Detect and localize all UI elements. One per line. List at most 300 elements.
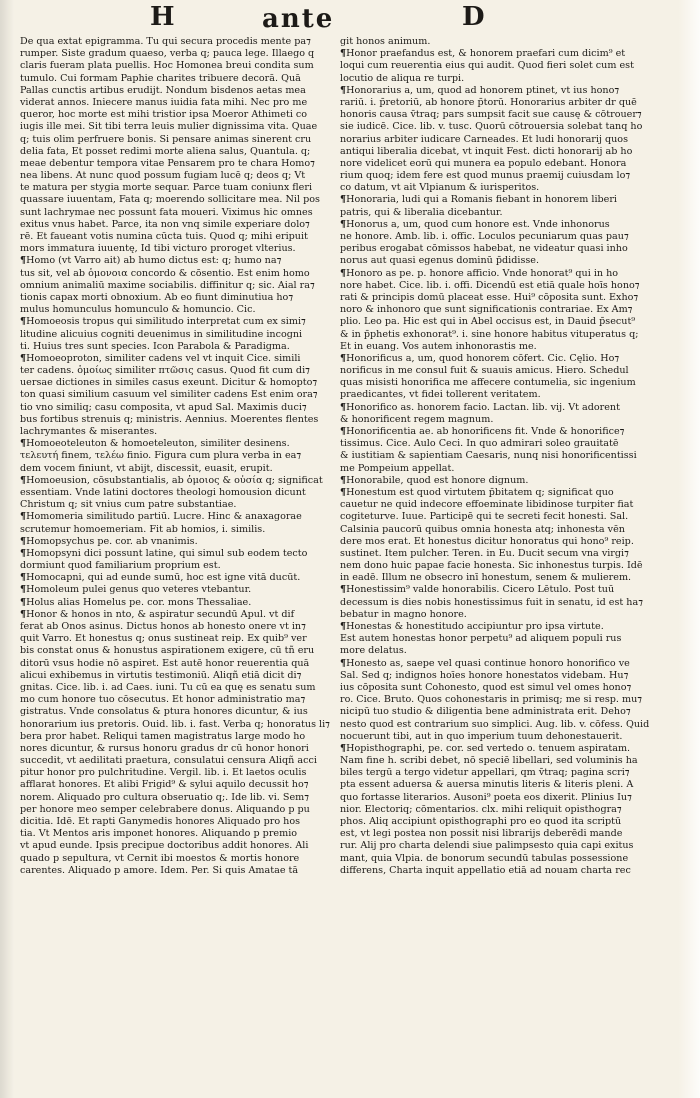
text-line-content: alicui exhibemus in virtutis testimoniū. Aliqñ etiā dicit di⁊ xyxy=(20,669,302,681)
text-line-content: norem. Aliquado pro cultura obseruatio q;. Ide lib. vi. Sem⁊ xyxy=(20,791,310,803)
text-line xyxy=(20,219,334,231)
text-line-content: bus fortibus strenuis q; ministris. Aennius. Moerentes flentes xyxy=(20,413,319,425)
text-line-content: antiqui liberalia dicebat, vt inquit Fest. dicti honorarij ab ho xyxy=(340,145,633,157)
text-line xyxy=(340,511,674,523)
text-line-content: me Pompeium appellat. xyxy=(340,462,455,474)
text-line xyxy=(20,377,334,389)
text-line xyxy=(20,524,334,536)
text-line xyxy=(20,231,334,243)
text-line-content: Christum q; sit vnius cum patre substantiae. xyxy=(20,499,237,511)
text-line xyxy=(20,329,334,341)
text-line xyxy=(20,85,334,97)
text-line xyxy=(20,475,334,487)
text-line xyxy=(340,97,674,109)
text-line xyxy=(20,719,334,731)
text-line xyxy=(20,853,334,865)
text-line-content: lachrymantes & miserantes. xyxy=(20,426,158,437)
text-line-content: norarius arbiter iudicare Carneades. Et ludi honorarij quos xyxy=(340,133,629,145)
text-line-content: bebatur in magno honore. xyxy=(340,608,467,620)
text-line-content: Honorificentia ae. ab honorificens fit. Vnde & honorifice⁊ xyxy=(346,426,625,437)
pilcrow-icon: ¶ xyxy=(340,474,347,486)
text-line xyxy=(20,584,334,596)
text-line-content: Homomeria similitudo partiū. Lucre. Hinc & anaxagorae xyxy=(26,511,302,523)
text-line xyxy=(20,670,334,682)
text-line xyxy=(340,560,674,572)
text-line-content: tionis capax morti obnoxium. Ab eo fiunt diminutiua ho⁊ xyxy=(20,291,294,303)
text-line xyxy=(340,48,674,60)
pilcrow-icon: ¶ xyxy=(20,596,27,608)
running-header xyxy=(0,0,700,36)
text-line-content: tia. Vt Mentos aris imponet honores. Aliquando p premio xyxy=(20,828,298,840)
text-line-content: Honorarius a, um, quod ad honorem ptinet, vt ius hono⁊ xyxy=(346,84,620,96)
text-line-content: Homopsychus pe. cor. ab vnanimis. xyxy=(26,535,198,547)
text-line-content: noro & inhonoro que sunt significationis contrariae. Ex Am⁊ xyxy=(340,304,633,316)
text-line-content: nore habet. Cice. lib. i. offi. Dicendū est etiā quale hoīs hono⁊ xyxy=(340,279,640,291)
text-line-content: nores dicuntur, & rursus honoru gradus dr cū honor honori xyxy=(20,742,309,754)
text-line xyxy=(20,560,334,572)
text-line xyxy=(340,134,674,146)
text-line-content: quit Varro. Et honestus q; onus sustineat reip. Ex quib⁹ ver xyxy=(20,633,307,645)
text-line-content: Honorificus a, um, quod honorem cōfert. Cic. Cęlio. Ho⁊ xyxy=(346,352,620,364)
text-line-content: bis constat onus & honustus aspirationem exigere, cū tñ eru xyxy=(20,645,315,657)
text-line-content: mors immatura iuuentę, Id tibi victuro proroget vlterius. xyxy=(20,243,296,255)
text-line-content: De qua extat epigramma. Tu qui secura procedis mente pa⁊ xyxy=(20,36,311,47)
text-line-content: Est autem honestas honor perpetu⁹ ad aliquem populi rus xyxy=(340,633,622,645)
text-line-content: tio vno similiq; casu composita, vt apud Sal. Maximis duci⁊ xyxy=(20,401,307,413)
text-line xyxy=(20,816,334,828)
text-line-content: iugis ille mei. Sit tibi terra leuis mulier dignissima vita. Quae xyxy=(20,121,318,133)
text-line xyxy=(340,146,674,158)
text-line-content: viderat annos. Iniecere manus iuidia fata mihi. Nec pro me xyxy=(20,96,308,108)
text-line-content: nesto quod est contrarium suo simplici. Aug. lib. v. cōfess. Quid xyxy=(340,718,650,730)
text-line xyxy=(340,499,674,511)
text-line xyxy=(340,706,674,718)
text-line-content: Honestissim⁹ valde honorabilis. Cicero Lētulo. Post tuū xyxy=(346,584,615,596)
text-line-content: Honorifico as. honorem facio. Lactan. lib. vij. Vt adorent xyxy=(346,401,620,413)
text-line xyxy=(340,121,674,133)
text-line-content: q; tuis olim perfruere bonis. Si pensare animas sinerent cru xyxy=(20,133,312,145)
text-line xyxy=(20,609,334,621)
text-line xyxy=(20,450,334,462)
text-line xyxy=(340,475,674,487)
text-line-content: norificus in me consul fuit & suauis amicus. Hiero. Schedul xyxy=(340,365,629,377)
page-edge xyxy=(678,0,700,1098)
text-line-content: dicitia. Idē. Et rapti Ganymedis honores Aliquado pro hos xyxy=(20,816,301,827)
text-line xyxy=(20,865,334,877)
text-line xyxy=(20,840,334,852)
text-line-content: gistratus. Vnde consolatus & ptura honores dicuntur, & ius xyxy=(20,706,308,718)
text-line xyxy=(340,792,674,804)
text-line xyxy=(340,389,674,401)
text-line-content: phos. Aliq accipiunt opisthographi pro eo quod ita scriptū xyxy=(340,816,622,827)
text-line-content: delia fata, Et posset redimi morte aliena salus, Quantula. q; xyxy=(20,145,311,157)
text-line xyxy=(20,243,334,255)
text-line xyxy=(20,280,334,292)
text-line-content: succedit, vt aedilitati praetura, consulatui censura Aliqñ acci xyxy=(20,755,317,767)
text-line xyxy=(20,402,334,414)
text-line-content: & honorificent regem magnum. xyxy=(340,413,494,425)
text-line xyxy=(340,341,674,353)
text-line xyxy=(340,487,674,499)
text-line xyxy=(20,134,334,146)
text-line xyxy=(20,341,334,353)
pilcrow-icon: ¶ xyxy=(340,584,347,596)
text-line xyxy=(20,804,334,816)
text-line-content: Holus alias Homelus pe. cor. mons Thessaliae. xyxy=(26,596,252,608)
text-line-content: Honesto as, saepe vel quasi continue honoro honorifico ve xyxy=(346,657,630,669)
text-line xyxy=(340,865,674,877)
text-line xyxy=(20,389,334,401)
text-line-content: ti. Huius tres sunt species. Icon Parabola & Paradigma. xyxy=(20,340,290,352)
text-line xyxy=(340,658,674,670)
text-line xyxy=(340,621,674,633)
text-line xyxy=(340,731,674,743)
text-line xyxy=(20,536,334,548)
text-line-content: nea libens. At nunc quod possum fugiam lucē q; deos q; Vt xyxy=(20,170,306,182)
text-line-content: τελευτή finem, τελέω finio. Figura cum plura verba in ea⁊ xyxy=(20,450,302,462)
text-line-content: honoris causa v̄traq; pars sumpsit facit sue causę & cōtrouer⁊ xyxy=(340,109,642,121)
text-line xyxy=(20,633,334,645)
text-line xyxy=(340,645,674,657)
pilcrow-icon: ¶ xyxy=(340,742,347,754)
text-line-content: mulus homunculus homunculo & homuncio. Cic. xyxy=(20,304,256,316)
text-line-content: peribus erogabat cōmissos habebat, ne videatur quasi inho xyxy=(340,243,628,255)
text-line xyxy=(340,365,674,377)
pilcrow-icon: ¶ xyxy=(340,426,347,437)
text-line xyxy=(340,767,674,779)
text-line xyxy=(20,645,334,657)
pilcrow-icon: ¶ xyxy=(340,194,347,206)
text-line-content: mo cum honore tuo cōsecutus. Et honor administratio ma⁊ xyxy=(20,694,306,706)
text-line-content: honorarium ius pretoris. Ouid. lib. i. fast. Verba q; honoratus li⁊ xyxy=(20,718,330,730)
text-line xyxy=(340,816,674,828)
text-line xyxy=(20,353,334,365)
text-line xyxy=(20,621,334,633)
text-line xyxy=(20,158,334,170)
text-line-content: pta essent aduersa & auersa minutis literis & literis pleni. A xyxy=(340,779,634,791)
text-line xyxy=(340,182,674,194)
header-left-letter: H xyxy=(150,2,175,32)
text-line-content: essentiam. Vnde latini doctores theologi homousion dicunt xyxy=(20,486,306,498)
text-line xyxy=(340,450,674,462)
text-line xyxy=(20,572,334,584)
pilcrow-icon: ¶ xyxy=(340,48,347,60)
text-line xyxy=(20,792,334,804)
text-line xyxy=(340,109,674,121)
text-line xyxy=(340,719,674,731)
text-line xyxy=(20,767,334,779)
text-line xyxy=(20,121,334,133)
text-line xyxy=(20,207,334,219)
pilcrow-icon: ¶ xyxy=(340,84,347,96)
text-line xyxy=(20,414,334,426)
text-line xyxy=(20,73,334,85)
text-line-content: rē. Et faueant votis numina cūcta tuis. Quod q; mihi eripuit xyxy=(20,231,308,242)
text-line xyxy=(340,463,674,475)
text-line-content: sie iudicē. Cice. lib. v. tusc. Quorū cōtrouersia solebat tanq ho xyxy=(340,121,643,133)
text-line xyxy=(20,706,334,718)
text-line xyxy=(20,48,334,60)
text-line-content: Honor & honos in nto, & aspiratur secundū Apul. vt dif xyxy=(26,608,295,620)
text-line-content: Nam fine h. scribi debet, nō speciē libellari, sed voluminis ha xyxy=(340,755,638,767)
text-line-content: differens, Charta inquit appellatio etiā ad nouam charta rec xyxy=(340,864,631,876)
text-line-content: Homoeosis tropus qui similitudo interpretat cum ex simi⁊ xyxy=(26,316,306,328)
text-line-content: biles tergū a tergo videtur appellari, qm v̄traq; pagina scri⁊ xyxy=(340,767,630,779)
text-line-content: tissimus. Cice. Aulo Ceci. In quo admirari soleo grauitatē xyxy=(340,438,619,450)
text-line-content: dormiunt quod familiarium proprium est. xyxy=(20,560,221,572)
text-line-content: mant, quia Vlpia. de bonorum secundū tabulas possessione xyxy=(340,852,629,864)
text-line xyxy=(340,158,674,170)
text-line-content: norus aut quasi egenus dominū p̄didisse. xyxy=(340,255,540,267)
text-line-content: sunt lachrymae nec possunt fata moueri. Viximus hic omnes xyxy=(20,206,313,218)
text-line-content: nocuerunt tibi, aut in quo imperium tuum dehonestauerit. xyxy=(340,730,623,742)
text-line xyxy=(340,73,674,85)
text-line-content: & in p̄phetis exhonorat⁹. i. sine honore habitus vituperatus q; xyxy=(340,328,639,340)
text-line-content: ditorū vsus hodie nō aspiret. Est autē honor reuerentia quā xyxy=(20,657,310,669)
text-line-content: praedicantes, vt fidei tollerent veritatem. xyxy=(340,389,541,401)
pilcrow-icon: ¶ xyxy=(340,621,347,632)
text-line-content: quado p sepultura, vt Cernit ibi moestos & mortis honore xyxy=(20,852,300,864)
text-line xyxy=(340,255,674,267)
text-line xyxy=(20,365,334,377)
text-line xyxy=(340,804,674,816)
pilcrow-icon: ¶ xyxy=(20,316,27,328)
text-line xyxy=(340,670,674,682)
text-line xyxy=(20,828,334,840)
text-line-content: Honoro as pe. p. honore afficio. Vnde honorat⁹ qui in ho xyxy=(346,267,619,279)
text-line-content: est, vt legi postea non possit nisi librarijs deberēdi mande xyxy=(340,828,623,840)
text-line-content: more delatus. xyxy=(340,645,407,657)
text-line-content: cogiteturve. Iuue. Participē qui te secreti fecit honesti. Sal. xyxy=(340,511,629,523)
text-line-content: vt apud eunde. Ipsis precipue doctoribus addit honores. Ali xyxy=(20,840,309,852)
text-line xyxy=(340,609,674,621)
text-line-content: sustinet. Item pulcher. Teren. in Eu. Ducit secum vna virgi⁊ xyxy=(340,547,629,559)
pilcrow-icon: ¶ xyxy=(340,486,347,498)
text-line xyxy=(340,682,674,694)
text-line-content: omnium animaliū maxime sociabilis. diffinitur q; sic. Aial ra⁊ xyxy=(20,279,315,291)
text-line xyxy=(20,255,334,267)
text-line-content: ro. Cice. Bruto. Quos cohonestaris in primisq; me si resp. mu⁊ xyxy=(340,694,643,706)
text-line-content: cauetur ne quid indecore effoeminate libidinose turpiter fiat xyxy=(340,499,634,511)
text-line-content: Honorabile, quod est honore dignum. xyxy=(346,474,529,486)
text-line-content: ne honore. Amb. lib. i. offic. Loculos pecuniarum quas pau⁊ xyxy=(340,231,629,242)
text-line xyxy=(340,414,674,426)
text-line-content: loqui cum reuerentia eius qui audit. Quod fieri solet cum est xyxy=(340,60,634,72)
text-line xyxy=(20,426,334,438)
text-line-content: quas misisti honorifica me affecere contumelia, sic ingenium xyxy=(340,377,636,389)
text-line-content: Et in euang. Vos autem inhonorastis me. xyxy=(340,340,537,352)
text-line-content: rati & principis domū placeat esse. Hui⁹ cōposita sunt. Exho⁊ xyxy=(340,291,639,303)
text-line-content: Homoeusion, cōsubstantialis, ab ὁμοιος & οὐσία q; significat xyxy=(26,474,323,486)
pilcrow-icon: ¶ xyxy=(340,352,347,364)
text-line-content: git honos animum. xyxy=(340,36,431,47)
text-line xyxy=(20,499,334,511)
text-line-content: afflarat honores. Et alibi Frigid⁹ & sylui aquilo decussit ho⁊ xyxy=(20,779,309,791)
text-line-content: rariū. i. p̄retoriū, ab honore p̄torū. Honorarius arbiter dr quē xyxy=(340,96,637,108)
text-line xyxy=(20,146,334,158)
text-line xyxy=(340,377,674,389)
text-line xyxy=(20,731,334,743)
text-line xyxy=(20,60,334,72)
text-line xyxy=(20,438,334,450)
text-line xyxy=(340,402,674,414)
text-line xyxy=(20,109,334,121)
text-line-content: plio. Leo pa. Hic est qui in Abel occisus est, in Dauid p̄secut⁹ xyxy=(340,316,636,328)
text-line xyxy=(20,548,334,560)
pilcrow-icon: ¶ xyxy=(20,255,27,267)
text-line xyxy=(340,316,674,328)
text-line-content: scrutemur homoemeriam. Fit ab homios, i. similis. xyxy=(20,523,266,535)
text-line xyxy=(340,231,674,243)
pilcrow-icon: ¶ xyxy=(20,584,27,596)
pilcrow-icon: ¶ xyxy=(20,547,27,559)
text-line-content: Pallas cunctis artibus erudijt. Nondum bisdenos aetas mea xyxy=(20,84,306,96)
text-line-content: nore videlicet eorū qui munera ea populo edebant. Honora xyxy=(340,157,627,169)
pilcrow-icon: ¶ xyxy=(340,267,347,279)
pilcrow-icon: ¶ xyxy=(340,218,347,230)
text-line xyxy=(20,268,334,280)
text-line-content: Sal. Sed q; indignos hoīes honore honestatos videbam. Hu⁊ xyxy=(340,669,629,681)
text-line xyxy=(340,194,674,206)
text-line xyxy=(340,779,674,791)
pilcrow-icon: ¶ xyxy=(340,657,347,669)
text-line-content: litudine alicuius cogniti deuenimus in similitudine incogni xyxy=(20,328,303,340)
text-line-content: Homocapni, qui ad eunde sumū, hoc est igne vitā ducūt. xyxy=(26,572,301,584)
text-line xyxy=(340,597,674,609)
text-line xyxy=(340,36,674,48)
text-line-content: Honorus a, um, quod cum honore est. Vnde inhonorus xyxy=(346,218,610,230)
text-line xyxy=(340,207,674,219)
text-line-content: rumper. Siste gradum quaeso, verba q; pauca lege. Illaego q xyxy=(20,48,315,60)
text-line-content: ius cōposita sunt Cohonesto, quod est simul vel omes hono⁊ xyxy=(340,681,632,693)
text-line-content: dem vocem finiunt, vt abijt, discessit, euasit, erupit. xyxy=(20,462,273,474)
text-line xyxy=(20,170,334,182)
text-line xyxy=(20,743,334,755)
text-line-content: decessum is dies nobis honestissimus fuit in senatu, id est ha⁊ xyxy=(340,596,643,608)
text-line xyxy=(20,658,334,670)
text-line xyxy=(20,316,334,328)
text-line-content: tus sit, vel ab ὁμονοια concordo & cōsentio. Est enim homo xyxy=(20,267,310,279)
text-line xyxy=(340,353,674,365)
text-line-content: te matura per stygia morte sequar. Parce tuam coniunx fleri xyxy=(20,182,313,194)
pilcrow-icon: ¶ xyxy=(20,511,27,523)
text-line xyxy=(340,426,674,438)
text-line xyxy=(20,511,334,523)
pilcrow-icon: ¶ xyxy=(20,572,27,584)
text-line-content: nem dono huic papae facie honesta. Sic inhonestus turpis. Idē xyxy=(340,560,643,572)
text-line xyxy=(20,779,334,791)
text-line-content: Homoeoproton, similiter cadens vel vt inquit Cice. simili xyxy=(26,352,301,364)
text-line-content: Homoleum pulei genus quo veteres vtebantur. xyxy=(26,584,252,596)
text-line xyxy=(340,219,674,231)
text-line-content: Honestas & honestitudo accipiuntur pro ipsa virtute. xyxy=(346,621,604,632)
text-line-content: Hopisthographi, pe. cor. sed vertedo o. tenuem aspiratam. xyxy=(346,742,631,754)
text-line xyxy=(20,487,334,499)
text-line-content: Homoeoteleuton & homoeteleuton, similiter desinens. xyxy=(26,438,290,450)
text-line xyxy=(340,438,674,450)
text-line xyxy=(340,292,674,304)
pilcrow-icon: ¶ xyxy=(20,438,27,450)
text-line xyxy=(20,36,334,48)
text-line xyxy=(340,268,674,280)
text-line-content: Homo (vt Varro ait) ab humo dictus est: q; humo na⁊ xyxy=(26,255,282,267)
text-line-content: quassare iuuentam, Fata q; moerendo sollicitare mea. Nil pos xyxy=(20,194,320,206)
text-line-content: patris, qui & liberalia dicebantur. xyxy=(340,206,503,218)
text-line xyxy=(340,572,674,584)
header-right-letter: D xyxy=(462,2,485,32)
pilcrow-icon: ¶ xyxy=(20,474,27,486)
text-line xyxy=(340,243,674,255)
text-line-content: Homopsyni dici possunt latine, qui simul sub eodem tecto xyxy=(26,547,308,559)
right-text-column xyxy=(340,36,674,877)
text-line-content: co datum, vt ait Vlpianum & iurisperitos. xyxy=(340,182,540,194)
text-line xyxy=(20,463,334,475)
text-line-content: uersae dictiones in similes casus exeunt. Dicitur & homopto⁊ xyxy=(20,377,318,389)
text-line-content: per honore meo semper celebrabere donus. Aliquando p pu xyxy=(20,803,310,815)
text-line xyxy=(340,548,674,560)
text-line-content: ter cadens. ὁμοίως similiter πτῶσις casus. Quod fit cum di⁊ xyxy=(20,365,310,377)
text-line-content: rur. Alij pro charta delendi siue palimpsesto quia capi exitus xyxy=(340,840,634,852)
text-line xyxy=(20,304,334,316)
text-line xyxy=(20,597,334,609)
text-line xyxy=(340,584,674,596)
text-line-content: claris fueram plata puellis. Hoc Homonea breui condita sum xyxy=(20,60,314,72)
text-line-content: queror, hoc morte est mihi tristior ipsa Moeror Athimeti co xyxy=(20,109,308,121)
text-line-content: rium quoq; idem fere est quod munus praemij cuiusdam lo⁊ xyxy=(340,170,631,182)
text-line-content: & iustitiam & sapientiam Caesaris, nunq nisi honorificentissi xyxy=(340,450,637,462)
text-line xyxy=(20,97,334,109)
text-line xyxy=(340,694,674,706)
text-line-content: nicipū tuo studio & diligentia bene administrata erit. Deho⁊ xyxy=(340,706,631,718)
text-line-content: locutio de aliqua re turpi. xyxy=(340,72,465,84)
text-line xyxy=(340,755,674,767)
text-line-content: carentes. Aliquado p amore. Idem. Per. Si quis Amatae tā xyxy=(20,864,299,876)
pilcrow-icon: ¶ xyxy=(20,608,27,620)
header-word: ante xyxy=(262,4,335,34)
text-line xyxy=(340,633,674,645)
text-line-content: ferat ab Onos asinus. Dictus honos ab honesto onere vt in⁊ xyxy=(20,621,306,632)
text-line-content: quo fortasse literarios. Ausoni⁹ poeta eos dixerit. Plinius Iu⁊ xyxy=(340,791,632,803)
text-line xyxy=(340,329,674,341)
text-line xyxy=(20,182,334,194)
text-line-content: gnitas. Cice. lib. i. ad Caes. iuni. Tu cū ea quę es senatu sum xyxy=(20,681,316,693)
text-line-content: Calsinia paucorū quibus omnia honesta atq; inhonesta vēn xyxy=(340,523,625,535)
text-line-content: bera pror habet. Reliqui tamen magistratus large modo ho xyxy=(20,730,306,742)
text-line xyxy=(340,536,674,548)
text-line xyxy=(20,682,334,694)
text-line xyxy=(340,304,674,316)
text-line xyxy=(20,194,334,206)
text-line-content: exitus vnus habet. Parce, ita non vnq simile experiare dolo⁊ xyxy=(20,218,310,230)
text-line-content: nior. Electoriq; cōmentarios. clx. mihi reliquit opisthogra⁊ xyxy=(340,803,622,815)
pilcrow-icon: ¶ xyxy=(340,401,347,413)
text-line xyxy=(20,694,334,706)
text-line xyxy=(20,755,334,767)
text-line xyxy=(340,524,674,536)
text-line xyxy=(340,85,674,97)
page-gutter-shadow xyxy=(0,0,14,1098)
text-line xyxy=(340,280,674,292)
text-line-content: tumulo. Cui formam Paphie charites tribuere decorā. Quā xyxy=(20,72,301,84)
text-line-content: Honoraria, ludi qui a Romanis fiebant in honorem liberi xyxy=(346,194,617,206)
pilcrow-icon: ¶ xyxy=(20,535,27,547)
text-line xyxy=(340,743,674,755)
text-line-content: Honor praefandus est, & honorem praefari cum dicim⁹ et xyxy=(346,48,626,60)
text-line-content: ton quasi similium casuum vel similiter cadens Est enim ora⁊ xyxy=(20,389,318,401)
text-line-content: Honestum est quod virtutem p̄bitatem q; significat quo xyxy=(346,486,614,498)
text-line-content: pitur honor pro pulchritudine. Vergil. lib. i. Et laetos oculis xyxy=(20,767,307,779)
text-line-content: meae debentur tempora vitae Pensarem pro te chara Homo⁊ xyxy=(20,157,315,169)
